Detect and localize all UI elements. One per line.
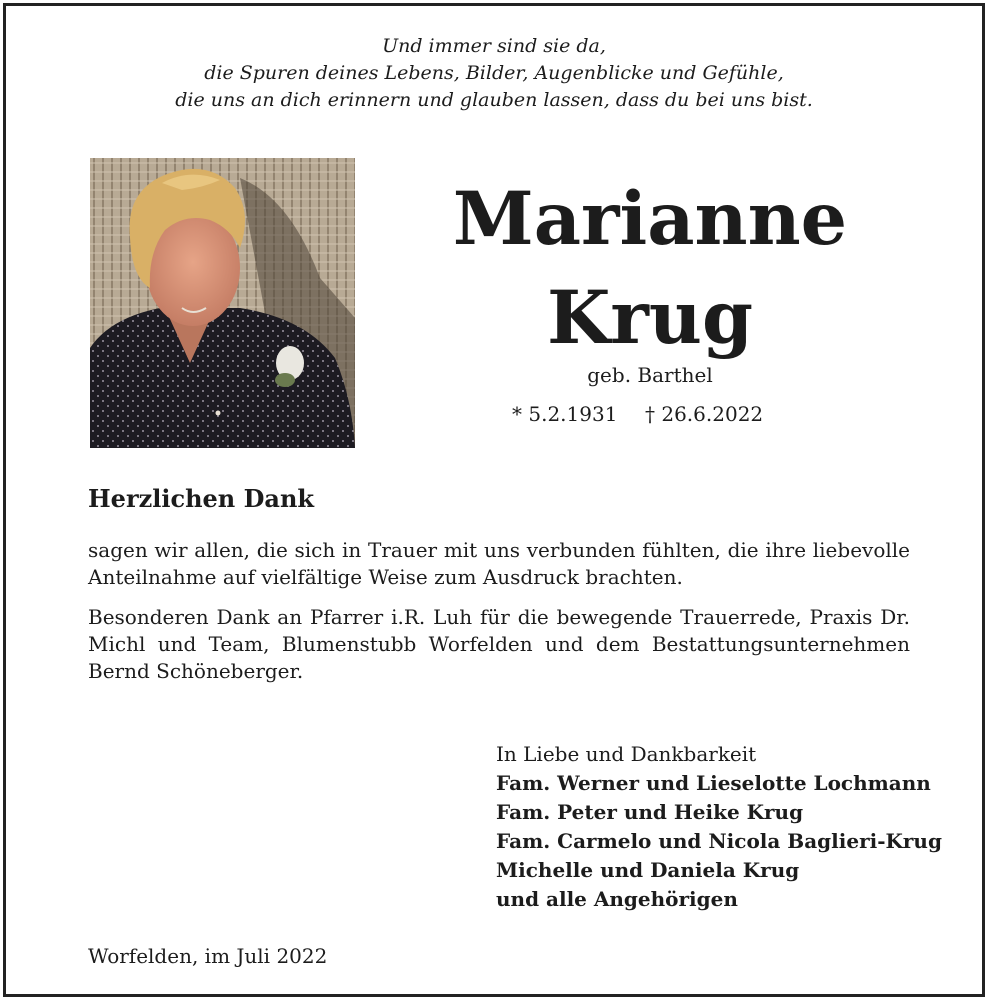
memorial-verse xyxy=(0,33,988,114)
family-name: und alle Angehörigen xyxy=(496,887,738,911)
signature-block xyxy=(496,740,942,914)
special-thanks-paragraph: Besonderen Dank an Pfarrer i.R. Luh für die bewegende Trauerrede, Praxis Dr. Michl und Team, Blumenstubb Worfelden und dem Bestattungsunternehmen Bernd Schöneberger. xyxy=(88,605,910,683)
verse-line: die uns an dich erinnern und glauben lassen, dass du bei uns bist. xyxy=(175,89,813,111)
last-name: Krug xyxy=(546,275,754,361)
thanks-paragraph: sagen wir allen, die sich in Trauer mit uns verbunden fühlten, die ihre liebevolle Anteilnahme auf vielfältige Weise zum Ausdruck brachten. xyxy=(88,538,910,589)
signature-intro: In Liebe und Dankbarkeit xyxy=(496,742,757,766)
portrait-photo xyxy=(90,158,355,448)
birth-date: * 5.2.1931 xyxy=(512,402,618,426)
first-name: Marianne xyxy=(452,176,848,262)
family-name: Fam. Peter und Heike Krug xyxy=(496,800,804,824)
family-name: Fam. Werner und Lieselotte Lochmann xyxy=(496,771,931,795)
family-name: Fam. Carmelo und Nicola Baglieri-Krug xyxy=(496,829,942,853)
thanks-heading: Herzlichen Dank xyxy=(88,484,315,513)
verse-line: die Spuren deines Lebens, Bilder, Augenblicke und Gefühle, xyxy=(204,62,784,84)
birth-name: geb. Barthel xyxy=(587,363,713,387)
place-date: Worfelden, im Juli 2022 xyxy=(88,944,328,968)
verse-line: Und immer sind sie da, xyxy=(382,35,606,57)
death-date: † 26.6.2022 xyxy=(645,402,764,426)
family-name: Michelle und Daniela Krug xyxy=(496,858,800,882)
